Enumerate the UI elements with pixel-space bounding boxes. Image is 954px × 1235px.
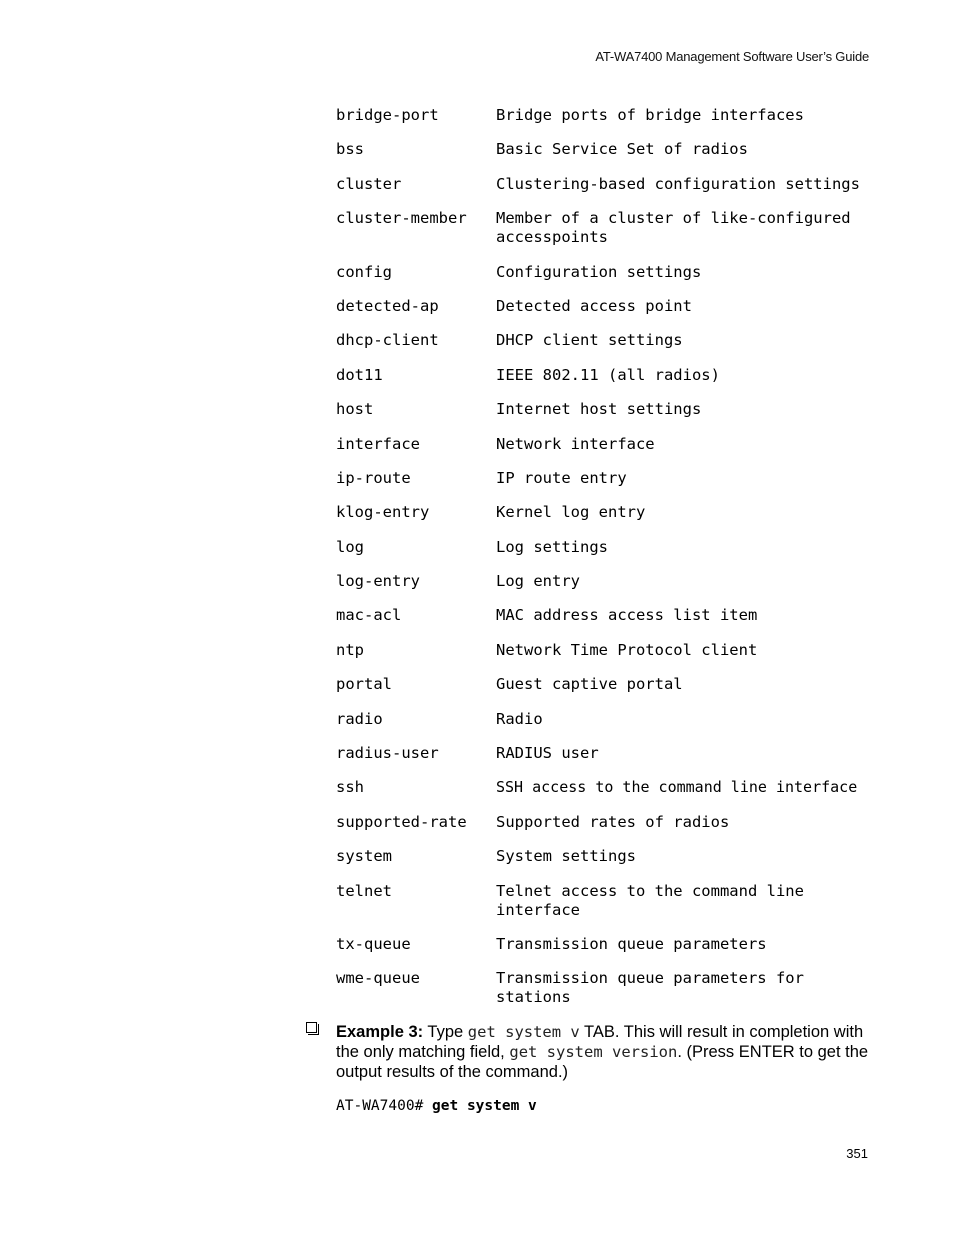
example-text: . (Press ENTER to get the output results of the command.) <box>336 1043 869 1081</box>
table-row <box>336 503 876 522</box>
table-row <box>336 969 876 1007</box>
field-name: ntp <box>336 640 364 659</box>
example-label: Example 3: <box>336 1023 424 1041</box>
table-row <box>336 710 876 729</box>
field-name: cluster-member <box>336 209 467 228</box>
cli-command: get system v <box>432 1098 537 1114</box>
field-description: Log entry <box>496 572 580 591</box>
field-name: telnet <box>336 881 392 900</box>
field-name: portal <box>336 675 392 694</box>
field-description: Transmission queue parameters <box>496 934 767 953</box>
field-description: Guest captive portal <box>496 675 683 694</box>
table-row <box>336 263 876 282</box>
field-name: log-entry <box>336 572 420 591</box>
field-name: host <box>336 400 374 419</box>
table-row <box>336 297 876 316</box>
field-name: detected-ap <box>336 296 439 315</box>
field-description: Supported rates of radios <box>496 812 730 831</box>
table-row <box>336 847 876 866</box>
cli-example <box>336 1098 537 1114</box>
table-row <box>336 813 876 832</box>
field-description: Log settings <box>496 537 608 556</box>
field-description: Detected access point <box>496 296 692 315</box>
example-text: Type <box>423 1023 468 1041</box>
table-row <box>336 106 876 125</box>
table-row <box>336 469 876 488</box>
field-name: mac-acl <box>336 606 402 625</box>
field-description: MAC address access list item <box>496 606 758 625</box>
field-name: bss <box>336 140 364 159</box>
running-header: AT-WA7400 Management Software User’s Guide <box>595 49 869 64</box>
field-name: ssh <box>336 778 364 797</box>
field-name: log <box>336 537 364 556</box>
field-description: Internet host settings <box>496 400 702 419</box>
table-row <box>336 641 876 660</box>
table-row <box>336 744 876 763</box>
field-name: interface <box>336 434 420 453</box>
field-description: IEEE 802.11 (all radios) <box>496 365 720 384</box>
field-name: cluster <box>336 174 402 193</box>
field-description: Network Time Protocol client <box>496 640 758 659</box>
field-description: IP route entry <box>496 468 627 487</box>
field-description: DHCP client settings <box>496 331 683 350</box>
field-description: Member of a cluster of like-configured accesspoints <box>496 209 851 247</box>
field-name: dhcp-client <box>336 331 439 350</box>
table-row <box>336 140 876 159</box>
field-description: Configuration settings <box>496 262 702 281</box>
field-name: radio <box>336 709 383 728</box>
field-description: Transmission queue parameters for stations <box>496 969 804 1007</box>
cli-prompt: AT-WA7400# <box>336 1098 433 1114</box>
field-description: SSH access to the command line interface <box>496 778 858 797</box>
table-row <box>336 400 876 419</box>
field-name: klog-entry <box>336 503 430 522</box>
table-row <box>336 175 876 194</box>
table-row <box>336 935 876 954</box>
field-name: config <box>336 262 392 281</box>
table-row <box>336 778 876 797</box>
table-row <box>336 882 876 920</box>
example-paragraph <box>336 1022 871 1082</box>
field-name: supported-rate <box>336 812 467 831</box>
page-number: 351 <box>846 1146 868 1161</box>
field-description: Bridge ports of bridge interfaces <box>496 106 804 124</box>
table-row <box>336 675 876 694</box>
field-description: Network interface <box>496 434 655 453</box>
field-name: bridge-port <box>336 106 439 124</box>
field-table <box>336 106 876 1023</box>
field-description: Telnet access to the command line interface <box>496 881 804 919</box>
table-row <box>336 606 876 625</box>
table-row <box>336 538 876 557</box>
field-description: RADIUS user <box>496 744 599 763</box>
field-description: Radio <box>496 709 543 728</box>
table-row <box>336 435 876 454</box>
table-row <box>336 572 876 591</box>
field-name: system <box>336 847 392 866</box>
inline-code: get system version <box>509 1043 678 1061</box>
field-description: Kernel log entry <box>496 503 646 522</box>
field-name: dot11 <box>336 365 383 384</box>
inline-code: get system v <box>467 1023 580 1041</box>
table-row <box>336 366 876 385</box>
field-name: wme-queue <box>336 969 420 988</box>
field-description: System settings <box>496 847 636 866</box>
field-description: Clustering-based configuration settings <box>496 174 860 193</box>
field-name: ip-route <box>336 468 411 487</box>
field-description: Basic Service Set of radios <box>496 140 748 159</box>
field-name: tx-queue <box>336 934 411 953</box>
table-row <box>336 209 876 247</box>
table-row <box>336 331 876 350</box>
example-text: TAB. This will result in completion with the only matching field, <box>336 1023 864 1061</box>
field-name: radius-user <box>336 744 439 763</box>
checkbox-bullet-icon <box>306 1022 317 1033</box>
